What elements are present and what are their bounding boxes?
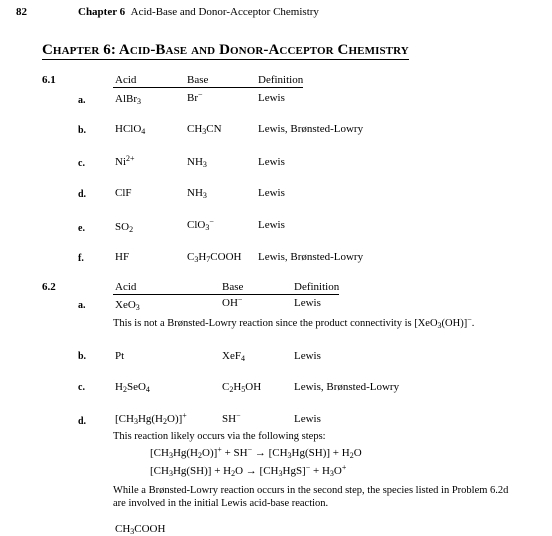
definition-cell: Lewis [294, 413, 321, 425]
section-number-6-2: 6.2 [42, 281, 56, 293]
definition-cell: Lewis, Brønsted-Lowry [258, 123, 364, 135]
running-header [78, 6, 319, 18]
base-cell: $CH_3CN$ [187, 123, 222, 136]
column-header-base: Base [222, 281, 244, 293]
definition-cell: Lewis, Brønsted-Lowry [294, 381, 400, 393]
column-header-definition: Definition [258, 74, 304, 86]
acid-cell: $[CH_3Hg(H_2O)]^+$ [115, 411, 187, 426]
item-letter: c. [78, 158, 85, 169]
steps-intro: This reaction likely occurs via the following steps: [113, 431, 326, 442]
explanation-paragraph: While a Brønsted-Lowry reaction occurs in the second step, the species listed in Problem 6.2d are involved in the initial Lewis acid-base reaction. [113, 485, 509, 509]
definition-cell: Lewis [258, 156, 285, 168]
acid-cell: AlBr$_3$ [115, 93, 141, 106]
acid-cell: $SO_2$ [115, 221, 134, 234]
acid-cell: Pt [115, 350, 125, 362]
reaction-step-1: $[CH_3Hg(H_2O)]^+ + SH^- \to [CH_3Hg(SH)] + H_2O$ [150, 445, 362, 460]
header-rule [113, 87, 303, 88]
section-number-6-1: 6.1 [42, 74, 56, 86]
item-letter: a. [78, 95, 86, 106]
header-rule [113, 294, 339, 295]
item-letter: d. [78, 416, 87, 427]
item-letter: f. [78, 253, 84, 264]
column-header-acid: Acid [115, 74, 137, 86]
acid-cell: $H_2SeO_4$ [115, 381, 150, 394]
column-header-definition: Definition [294, 281, 340, 293]
cut-off-next-line: $CH_3COOH$ [115, 523, 166, 536]
base-cell: $NH_3$ [187, 156, 207, 169]
chapter-title: Chapter 6: Acid-Base and Donor-Acceptor Chemistry [42, 42, 409, 58]
definition-cell: Lewis [258, 92, 285, 104]
page-number: 82 [16, 6, 27, 18]
item-letter: e. [78, 223, 85, 234]
column-header-acid: Acid [115, 281, 137, 293]
note-text: This is not a Brønsted-Lowry reaction since the product connectivity is [XeO$_3$(OH)]−. [113, 315, 475, 330]
acid-cell: XeO$_3$ [115, 299, 140, 312]
definition-cell: Lewis, Brønsted-Lowry [258, 251, 364, 263]
reaction-step-2: $[CH_3Hg(SH)] + H_2O \to [CH_3HgS]^- + H_3O^+$ [150, 463, 347, 478]
acid-cell: HF [115, 251, 130, 263]
base-cell: ClO$_3$− [187, 217, 214, 232]
base-cell: $NH_3$ [187, 187, 207, 200]
item-letter: d. [78, 189, 87, 200]
base-cell: XeF$_4$ [222, 350, 245, 363]
item-letter: c. [78, 382, 85, 393]
acid-cell: ClF [115, 187, 132, 199]
running-header-chapter: Chapter 6 [78, 6, 126, 18]
item-letter: b. [78, 351, 87, 362]
acid-cell: $Ni^{2+}$ [115, 154, 135, 168]
base-cell: Br− [187, 90, 203, 104]
item-letter: b. [78, 125, 87, 136]
base-cell: $C_2H_5OH$ [222, 381, 262, 394]
definition-cell: Lewis [294, 350, 321, 362]
acid-cell: HClO$_4$ [115, 123, 146, 136]
column-header-base: Base [187, 74, 209, 86]
base-cell: $C_3H_7COOH$ [187, 251, 242, 264]
running-header-subject: Acid-Base and Donor-Acceptor Chemistry [130, 6, 319, 18]
definition-cell: Lewis [258, 187, 285, 199]
base-cell: OH− [222, 295, 243, 309]
definition-cell: Lewis [294, 297, 321, 309]
item-letter: a. [78, 300, 86, 311]
base-cell: SH− [222, 411, 241, 425]
definition-cell: Lewis [258, 219, 285, 231]
